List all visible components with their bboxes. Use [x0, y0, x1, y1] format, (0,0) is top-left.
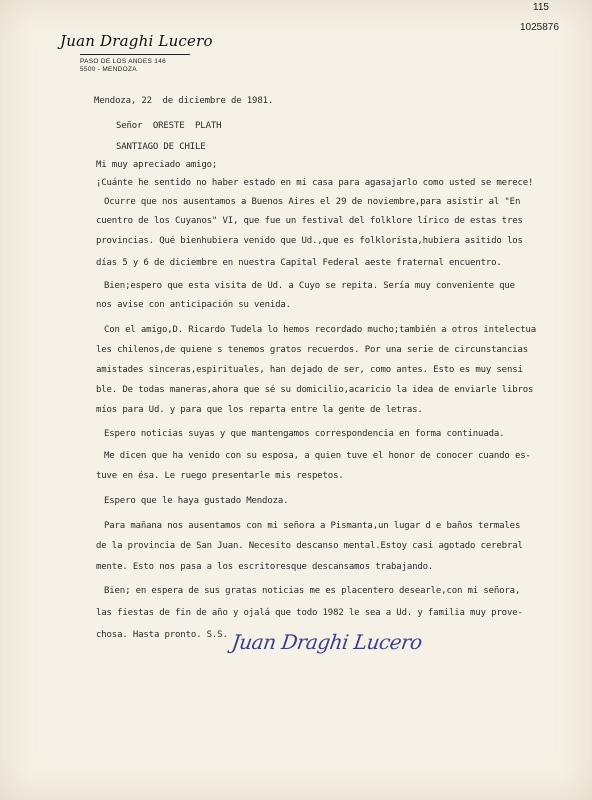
- letter-line: de la provincia de San Juan. Necesito descanso mental.Estoy casi agotado cerebral: [96, 541, 523, 551]
- letterhead-address-line1: PASO DE LOS ANDES 146: [80, 58, 167, 65]
- letter-line: mente. Esto nos pasa a los escritoresque descansamos trabajando.: [96, 562, 434, 572]
- archive-number: 115: [533, 2, 549, 13]
- letterhead-name: Juan Draghi Lucero: [60, 32, 213, 50]
- letter-line: ble. De todas maneras,ahora que sé su domicilio,acaricio la idea de enviarle libros: [96, 385, 534, 395]
- letter-line: Para mañana nos ausentamos con mi señora a Pismanta,un lugar d e baños termales: [104, 521, 521, 531]
- letter-line: tuve en ésa. Le ruego presentarle mis respetos.: [96, 471, 344, 481]
- salutation: Mi muy apreciado amigo;: [96, 160, 218, 170]
- letterhead-address-line2: 5500 - MENDOZA: [80, 66, 137, 73]
- letter-line: Espero que le haya gustado Mendoza.: [104, 496, 289, 506]
- recipient-name: Señor ORESTE PLATH: [116, 121, 222, 131]
- letter-line: Bien; en espera de sus gratas noticias me es placentero desearle,con mi señora,: [104, 586, 521, 596]
- letter-line: Espero noticias suyas y que mantengamos correspondencia en forma continuada.: [104, 429, 505, 439]
- letterhead-rule: [80, 54, 190, 55]
- letter-line: cuentro de los Cuyanos" VI, que fue un festival del folklore lírico de estas tres: [96, 216, 523, 226]
- archive-code: 1025876: [520, 22, 559, 33]
- letter-line: Ocurre que nos ausentamos a Buenos Aires el 29 de noviembre,para asistir al "En: [104, 197, 521, 207]
- letter-line: Con el amigo,D. Ricardo Tudela lo hemos recordado mucho;también a otros intelectua: [104, 325, 537, 335]
- letter-line: Bien;espero que esta visita de Ud. a Cuyo se repita. Sería muy conveniente que: [104, 281, 515, 291]
- letter-line: míos para Ud. y para que los reparta entre la gente de letras.: [96, 405, 423, 415]
- letter-line: Me dicen que ha venido con su esposa, a quien tuve el honor de conocer cuando es-: [104, 451, 531, 461]
- letter-line: les chilenos,de quiene s tenemos gratos recuerdos. Por una serie de circunstancias: [96, 345, 529, 355]
- letterhead-address: [80, 58, 166, 74]
- handwritten-signature: Juan Draghi Lucero: [230, 630, 424, 654]
- letter-line: provincias. Qué bienhubiera venido que Ud.,que es folklorista,hubiera asitido los: [96, 236, 523, 246]
- letter-line: las fiestas de fin de año y ojalá que todo 1982 le sea a Ud. y familia muy prove-: [96, 608, 523, 618]
- letter-line: días 5 y 6 de diciembre en nuestra Capital Federal aeste fraternal encuentro.: [96, 258, 502, 268]
- recipient-city: SANTIAGO DE CHILE: [116, 142, 206, 152]
- letter-line: amistades sinceras,espirituales, han dejado de ser, como antes. Esto es muy sensi: [96, 365, 523, 375]
- letter-line: nos avise con anticipación su venida.: [96, 300, 291, 310]
- closing-line: chosa. Hasta pronto. S.S.: [96, 630, 228, 640]
- letter-line: ¡Cuánte he sentido no haber estado en mi casa para agasajarlo como usted se merece!: [96, 178, 534, 188]
- letter-date: Mendoza, 22 de diciembre de 1981.: [94, 96, 274, 106]
